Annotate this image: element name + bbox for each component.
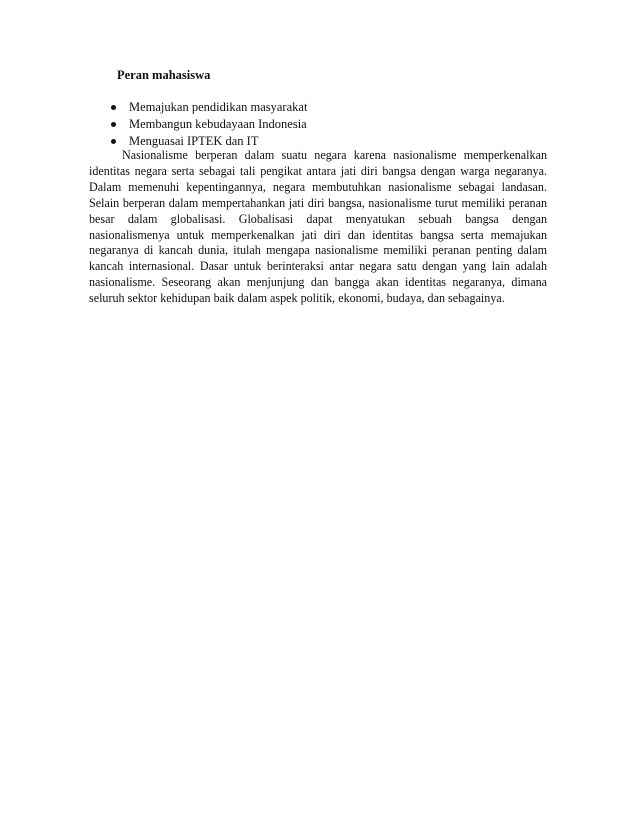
bullet-icon	[111, 105, 116, 110]
section-heading: Peran mahasiswa	[117, 68, 211, 82]
bullet-icon	[111, 122, 116, 127]
bullet-text: Menguasai IPTEK dan IT	[129, 134, 259, 148]
bullet-text: Membangun kebudayaan Indonesia	[129, 117, 307, 131]
bullet-icon	[111, 139, 116, 144]
body-paragraph: Nasionalisme berperan dalam suatu negara karena nasionalisme memperkenalkan identitas negara serta sebagai tali pengikat antara jati diri bangsa dengan warga negaranya. Dalam memenuhi kepentingannya, negara membutuhkan nasionalisme sebagai landasan. Selain berperan dalam mempertahankan jati diri bangsa, nasionalisme turut memiliki peranan besar dalam globalisasi. Globalisasi dapat menyatukan sebuah bangsa dengan nasionalismenya untuk memperkenalkan jati diri dan identitas bangsa serta memajukan negaranya di kancah dunia, itulah mengapa nasionalisme memiliki peranan penting dalam kancah internasional. Dasar untuk berinteraksi antar negara satu dengan yang lain adalah nasionalisme. Seseorang akan menjunjung dan bangga akan identitas negaranya, dimana seluruh sektor kehidupan baik dalam aspek politik, ekonomi, budaya, dan sebagainya.	[89, 148, 547, 306]
bullet-text: Memajukan pendidikan masyarakat	[129, 100, 308, 114]
